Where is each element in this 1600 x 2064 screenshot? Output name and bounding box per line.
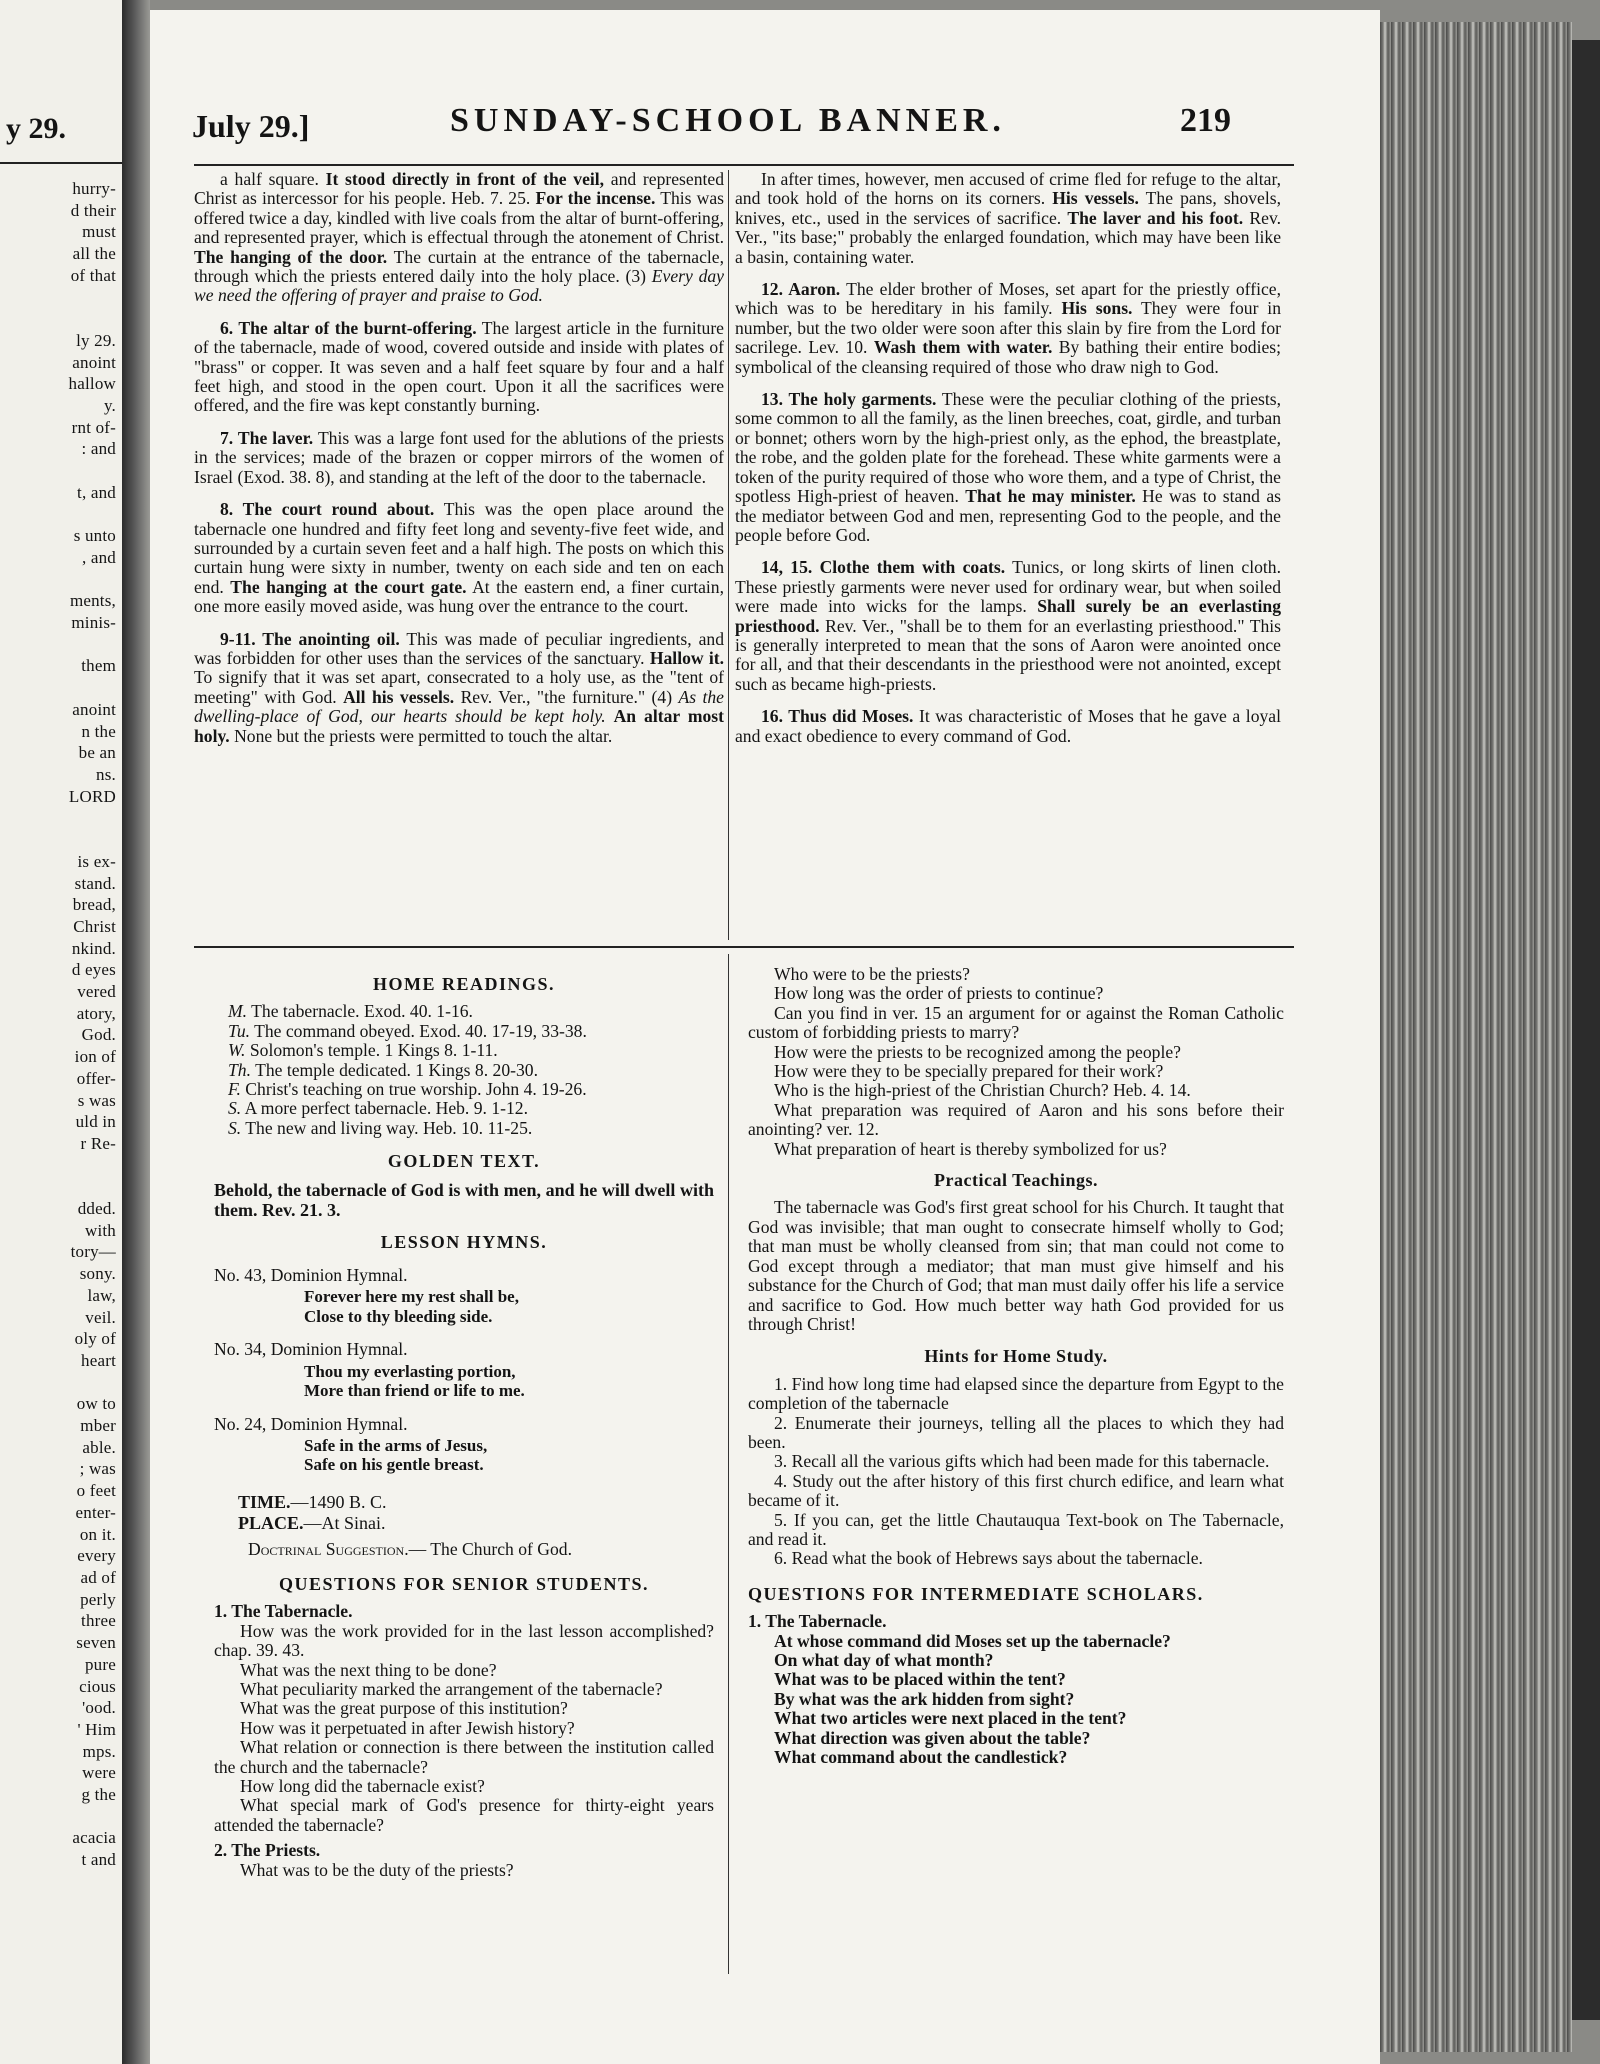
bold-run: 8. The court round about. [220,499,435,520]
facing-page-line: perly [80,1589,116,1609]
bold-run: 14, 15. Clothe them with coats. [761,557,1006,578]
home-study-item: 1. Find how long time had elapsed since the departure from Egypt to the completion of the tabernacle [748,1373,1284,1414]
intermediate-section-title: 1. The Tabernacle. [748,1611,887,1632]
facing-page-line [6,1176,116,1198]
facing-page-line: nkind. [71,938,116,958]
facing-page-line: , and [81,547,116,567]
doctrinal-line [248,1540,714,1559]
italic-run: Every day we need the offering of prayer and praise to God. [194,266,724,306]
italic-run: As the dwelling-place of God, our hearts should be kept holy. [194,686,724,727]
facing-page-line: ow to [76,1394,116,1414]
text-run [606,706,614,726]
bold-run: The hanging of the door. [194,246,388,267]
time-value: —1490 B. C. [290,1491,387,1512]
home-readings-list [214,1002,714,1138]
question: How was the work provided for in the last lesson accomplished? chap. 39. 43. [214,1620,714,1661]
place-value: —At Sinai. [303,1513,386,1534]
practical-teachings-text: The tabernacle was God's first great school for his Church. It taught that God was invisible; that man ought to consecrate himself wholly to God; that man must be wholly cleansed from sin; that man could not come to God except through a mediator; that man must give himself and his substance for the Church of God; that man must daily offer his life a service and sacrifice to God. How much better way hath God provided for us through Christ! [748,1197,1284,1334]
reading-text: Christ's teaching on true worship. John 4. 19-26. [245,1079,587,1100]
facing-page-line [6,1372,116,1394]
facing-page-line: stand. [74,873,116,893]
facing-page-line: ns. [96,764,116,784]
reading-item [214,1080,714,1099]
facing-page-line: all the [72,244,116,264]
facing-page-line: ad of [80,1568,116,1587]
time-line [238,1493,714,1512]
facing-page-line: t and [81,1850,116,1870]
page-edges [1380,22,1572,2052]
header-date: July 29.] [192,108,310,144]
reading-text: The command obeyed. Exod. 40. 17-19, 33-38. [254,1020,587,1041]
facing-page-line [6,829,116,851]
hymn-line: Safe in the arms of Jesus, [304,1435,488,1455]
priest-questions [748,965,1284,1159]
facing-page-line: every [77,1546,116,1566]
commentary-paragraph [194,319,724,416]
facing-page-line: ments, [69,591,116,611]
reading-text: A more perfect tabernacle. Heb. 9. 1-12. [244,1098,528,1119]
doctrinal-label: Doctrinal Suggestion. [248,1538,409,1559]
home-study-heading: Hints for Home Study. [924,1346,1108,1367]
text-run: Rev. Ver., "the furniture." (4) [454,686,679,707]
text-run: This was a large font used for the ablutions of the priests in the services; made of the brazen or copper mirrors of the women of Israel (Exod. 38. 8), and standing at the left of the door to the tabernacle. [194,427,724,487]
home-readings-heading: HOME READINGS. [372,974,555,994]
text-run: The largest article in the furniture of the tabernacle, made of wood, covered outside and inside with plates of "brass" or copper. It was seven and a half feet square by four and a half feet high, and stood in the open court. Upon it all the sacrifices were offered, and the fire was kept constantly burning. [194,317,724,416]
hymn-line: Forever here my rest shall be, [304,1287,519,1307]
facing-page-header: y 29. [6,112,66,145]
question: How long did the tabernacle exist? [240,1776,485,1796]
facing-page-line: God. [81,1025,116,1045]
facing-page-line [6,504,116,526]
bold-run: 7. The laver. [220,427,314,448]
facing-page-line: mps. [82,1741,116,1761]
facing-page-line: dded. [77,1199,116,1219]
facing-page-line: t, and [77,482,116,502]
facing-page-line: sony. [79,1264,116,1284]
reading-item [214,1061,714,1080]
lesson-helps-left-column [214,965,714,1880]
text-run: This was offered twice a day, kindled with live coals from the altar of burnt-offering, and represented prayer, which is effectual through the atonement of Christ. [194,188,724,248]
text-run: The pans, shovels, knives, etc., used in the services of sacrifice. [735,188,1282,228]
text-run: These were the peculiar clothing of the priests, some common to all the family, as the linen breeches, coat, girdle, and turban or bonnet; others worn by the high-priest only, as the ephod, the breastplate, the robe, and the golden plate for the forehead. These white garments were a token of the purity required of those who wore them, and a type of Christ, the spotless High-priest of heaven. [735,389,1281,507]
facing-page-line [6,460,116,482]
facing-page-line: g the [81,1785,116,1805]
bold-run: 13. The holy garments. [761,389,937,410]
lesson-hymns-heading: LESSON HYMNS. [380,1231,548,1252]
hymn-line: More than friend or life to me. [304,1381,525,1401]
facing-page-line: minis- [71,613,116,633]
commentary-paragraph [194,170,724,306]
facing-page-line: s unto [73,526,116,546]
reading-day: F. [228,1079,241,1100]
bold-run: 6. The altar of the burnt-offering. [220,317,477,338]
hymn-title: No. 43, Dominion Hymnal. [214,1265,408,1286]
commentary-left-column [194,170,724,759]
home-study-list [748,1375,1284,1569]
bold-run: The hanging at the court gate. [230,576,467,597]
golden-text-heading: GOLDEN TEXT. [387,1151,541,1172]
facing-page-line: be an [78,743,116,763]
facing-page-line: ion of [74,1047,116,1067]
text-run: The curtain at the entrance of the tabernacle, through which the priests entered daily into the holy place. (3) [194,246,724,287]
question: What was the great purpose of this institution? [240,1698,568,1719]
text-run: They were four in number, but the two older were soon after this slain by fire from the Lord for sacrilege. Lev. 10. [735,298,1281,358]
reading-day: S. [228,1117,242,1138]
bold-run: His vessels. [1052,188,1139,209]
question: What command about the candlestick? [774,1747,1068,1768]
column-rule [728,170,729,940]
facing-page-line [6,634,116,656]
reading-text: Solomon's temple. 1 Kings 8. 1-11. [249,1040,498,1061]
question: Who were to be the priests? [774,964,970,984]
place-label: PLACE. [238,1513,304,1534]
facing-page-line: : and [81,439,116,459]
question: On what day of what month? [774,1650,994,1670]
reading-day: Tu. [228,1020,251,1041]
page-number: 219 [1180,102,1231,139]
senior-questions [214,1602,714,1880]
facing-page-line: ' Him [77,1719,116,1739]
facing-page-line: mber [80,1416,116,1436]
facing-page-line: veil. [85,1307,116,1327]
hymn-line: Close to thy bleeding side. [304,1306,493,1326]
facing-page-line [6,677,116,699]
text-run: He was to stand as the mediator between God and men, representing God to the people, and the people before God. [735,486,1281,545]
running-header [150,98,1380,158]
facing-page-line: bread, [72,895,116,915]
reading-item [214,1041,714,1060]
bold-run: Wash them with water. [873,337,1053,358]
text-run: Rev. Ver., "shall be to them for an everlasting priesthood." This is generally interpreted to mean that the sons of Aaron were anointed once for all, and that their descendants in the priesthood were not anointed, except such as became high-priests. [735,615,1281,694]
facing-page-line: 'ood. [82,1698,116,1718]
hymn-title: No. 24, Dominion Hymnal. [214,1413,408,1434]
question: What was to be the duty of the priests? [240,1859,514,1880]
question: Who is the high-priest of the Christian Church? Heb. 4. 14. [774,1080,1191,1101]
facing-page-line: is ex- [77,851,116,871]
facing-page-line: d their [70,200,116,220]
book-edge-shadow [1572,40,1600,2020]
facing-page-line: anoint [72,699,116,719]
text-run: It was characteristic of Moses that he gave a loyal and exact obedience to every command of God. [735,706,1281,746]
facing-page-line: hurry- [72,179,116,198]
reading-day: W. [228,1040,246,1061]
reading-day: Th. [228,1059,251,1080]
question-section-title: 1. The Tabernacle. [214,1601,353,1622]
header-title: SUNDAY-SCHOOL BANNER. [450,102,1006,139]
facing-page-line: tory— [70,1242,116,1262]
question: At whose command did Moses set up the tabernacle? [774,1630,1171,1651]
column-rule-lower [728,954,729,1974]
golden-text-ref: Rev. 21. 3. [262,1199,341,1220]
question: What two articles were next placed in the tent? [774,1708,1127,1729]
facing-page-line: enter- [75,1502,116,1522]
facing-page-line: ; was [79,1459,116,1479]
facing-page-line: n the [81,721,116,741]
facing-page-line: LORD [68,786,116,806]
facing-page-line: uld in [75,1112,116,1132]
commentary-paragraph [194,500,724,616]
facing-page-line [6,1155,116,1177]
lesson-hymns-list [214,1266,714,1475]
facing-page-line: anoint [72,352,116,372]
question: How long was the order of priests to continue? [774,983,1104,1004]
text-run: This was the open place around the tabernacle one hundred and fifty feet long and seventy-five feet wide, and surrounded by a curtain seven feet and a half high. The posts on which this curtain hung were sixty in number, twenty on each side and ten on each end. [194,499,724,597]
question: How was it perpetuated in after Jewish history? [240,1717,575,1738]
facing-page-line: pure [84,1654,116,1674]
facing-page-line: of that [70,265,116,285]
facing-page-line: atory, [76,1003,116,1023]
reading-day: S. [228,1098,242,1119]
question: What was the next thing to be done? [240,1659,497,1680]
home-study-item: 6. Read what the book of Hebrews says about the tabernacle. [774,1548,1203,1569]
bold-run: It stood directly in front of the veil, [325,169,605,189]
bold-run: Hallow it. [649,647,724,668]
facing-page-line: oly of [74,1329,116,1349]
doctrinal-value: — The Church of God. [408,1538,572,1559]
home-study-item: 4. Study out the after history of this first church edifice, and learn what became of it. [748,1470,1284,1511]
facing-page-line: ly 29. [76,330,116,350]
bold-run: His sons. [1061,298,1133,319]
section-rule [194,946,1294,948]
question: What special mark of God's presence for thirty-eight years attended the tabernacle? [214,1795,714,1835]
hymn-line: Thou my everlasting portion, [304,1361,516,1381]
home-study-item: 5. If you can, get the little Chautauqua Text-book on The Tabernacle, and read it. [748,1509,1284,1549]
facing-page-line: rnt of- [71,417,116,437]
question: By what was the ark hidden from sight? [774,1688,1075,1709]
facing-page-line: heart [81,1350,116,1370]
reading-day: M. [228,1001,248,1022]
lesson-helps-right-column [748,965,1284,1767]
text-run: By bathing their entire bodies; symbolical of the cleansing required of those who draw nigh to God. [735,337,1281,377]
reading-text: The temple dedicated. 1 Kings 8. 20-30. [255,1059,538,1080]
text-run: In after times, however, men accused of crime fled for refuge to the altar, and took hold of the horns on its corners. [735,169,1281,209]
bold-run: An altar most holy. [194,706,724,746]
facing-page-line: s was [77,1090,116,1110]
facing-page-line: hallow [68,374,116,394]
reading-item [214,1022,714,1041]
facing-page-text [6,178,116,1871]
facing-page [0,0,122,2064]
commentary-paragraph [735,170,1281,267]
facing-page-rule [0,162,122,164]
bold-run: For the incense. [535,188,656,209]
commentary-paragraph [735,558,1281,694]
reading-text: The tabernacle. Exod. 40. 1-16. [251,1001,473,1022]
bold-run: That he may minister. [965,486,1136,507]
facing-page-line: must [82,222,116,242]
reading-text: The new and living way. Heb. 10. 11-25. [245,1117,533,1138]
commentary-paragraph [735,707,1281,746]
hymn-line: Safe on his gentle breast. [304,1455,484,1475]
question-section-title: 2. The Priests. [214,1840,321,1861]
question: What relation or connection is there between the institution called the church and the tabernacle? [214,1737,714,1777]
question: How were the priests to be recognized among the people? [774,1041,1181,1062]
facing-page-line: on it. [79,1524,116,1544]
bold-run: 16. Thus did Moses. [761,706,914,727]
facing-page-line [6,287,116,309]
commentary-paragraph [194,429,724,487]
facing-page-line [6,1806,116,1828]
facing-page-line: cious [79,1676,116,1696]
facing-page-line: were [82,1763,116,1783]
reading-item [214,1002,714,1021]
facing-page-line: with [84,1220,116,1240]
facing-page-line: seven [76,1633,116,1653]
home-study-item: 2. Enumerate their journeys, telling all the places to which they had been. [748,1412,1284,1452]
commentary-paragraph [735,390,1281,545]
bold-run: 12. Aaron. [761,279,841,300]
facing-page-line: law, [87,1285,116,1305]
text-run: To signify that it was set apart, consecrated to a holy use, as the "tent of meeting" with God. [194,667,724,707]
facing-page-line: vered [77,982,116,1002]
facing-page-line: o feet [76,1481,116,1501]
text-run: Rev. Ver., "its base;" probably the enlarged foundation, which may have been like a basin, containing water. [735,207,1281,267]
senior-questions-heading: QUESTIONS FOR SENIOR STUDENTS. [278,1573,650,1594]
facing-page-line: three [81,1611,116,1631]
question: Can you find in ver. 15 an argument for or against the Roman Catholic custom of forbidding priests to marry? [748,1002,1284,1043]
hymn-title: No. 34, Dominion Hymnal. [214,1339,408,1360]
text-run: The elder brother of Moses, set apart for the priestly office, which was to be hereditary in his family. [735,279,1281,319]
question: What preparation of heart is thereby symbolized for us? [774,1138,1167,1159]
facing-page-line: acacia [72,1828,116,1848]
intermediate-questions-heading: QUESTIONS FOR INTERMEDIATE SCHOLARS. [748,1583,1204,1604]
text-run: This was made of peculiar ingredients, and was forbidden for other uses than the services of the sanctuary. [194,628,724,668]
bold-run: Shall surely be an everlasting priesthood. [735,596,1281,636]
text-run: Tunics, or long skirts of linen cloth. These priestly garments were never used for ordinary wear, but when soiled were made into wicks for the lamps. [735,557,1281,617]
facing-page-line: Christ [73,916,116,936]
practical-teachings-heading: Practical Teachings. [934,1170,1098,1191]
intermediate-questions [748,1632,1284,1768]
header-rule [194,164,1294,166]
time-label: TIME. [238,1491,291,1512]
home-study-item: 3. Recall all the various gifts which had been made for this tabernacle. [774,1451,1270,1472]
facing-page-line: y. [103,396,116,416]
facing-page-line [6,569,116,591]
facing-page-line: r Re- [80,1133,116,1153]
question: What was to be placed within the tent? [774,1669,1066,1690]
question: What direction was given about the table? [774,1727,1091,1748]
question: What peculiarity marked the arrangement of the tabernacle? [240,1678,663,1699]
bold-run: All his vessels. [343,686,455,707]
book-gutter [122,0,150,2064]
facing-page-line: d eyes [71,960,116,980]
commentary-paragraph [194,630,724,746]
facing-page-line [6,807,116,829]
page [150,10,1380,2064]
bold-run: The laver and his foot. [1067,207,1244,228]
facing-page-line [6,308,116,330]
text-run: and represented Christ as intercessor for his people. Heb. 7. 25. [194,169,724,209]
text-run: At the eastern end, a finer curtain, one more easily moved aside, was hung over the entrance to the court. [194,576,724,617]
reading-item [214,1099,714,1118]
text-run: None but the priests were permitted to touch the altar. [229,725,613,746]
reading-item [214,1119,714,1138]
facing-page-line: able. [82,1437,116,1457]
place-line [238,1514,714,1533]
question: How were they to be specially prepared for their work? [774,1061,1164,1082]
facing-page-line: offer- [76,1068,116,1088]
golden-text [214,1180,714,1220]
golden-text-body: Behold, the tabernacle of God is with men, and he will dwell with them. [214,1179,714,1220]
commentary-right-column [735,170,1281,759]
bold-run: 9-11. The anointing oil. [220,628,400,649]
facing-page-line: them [81,656,116,676]
question: What preparation was required of Aaron and his sons before their anointing? ver. 12. [748,1099,1284,1140]
commentary-paragraph [735,280,1281,377]
text-run: a half square. [220,169,326,189]
